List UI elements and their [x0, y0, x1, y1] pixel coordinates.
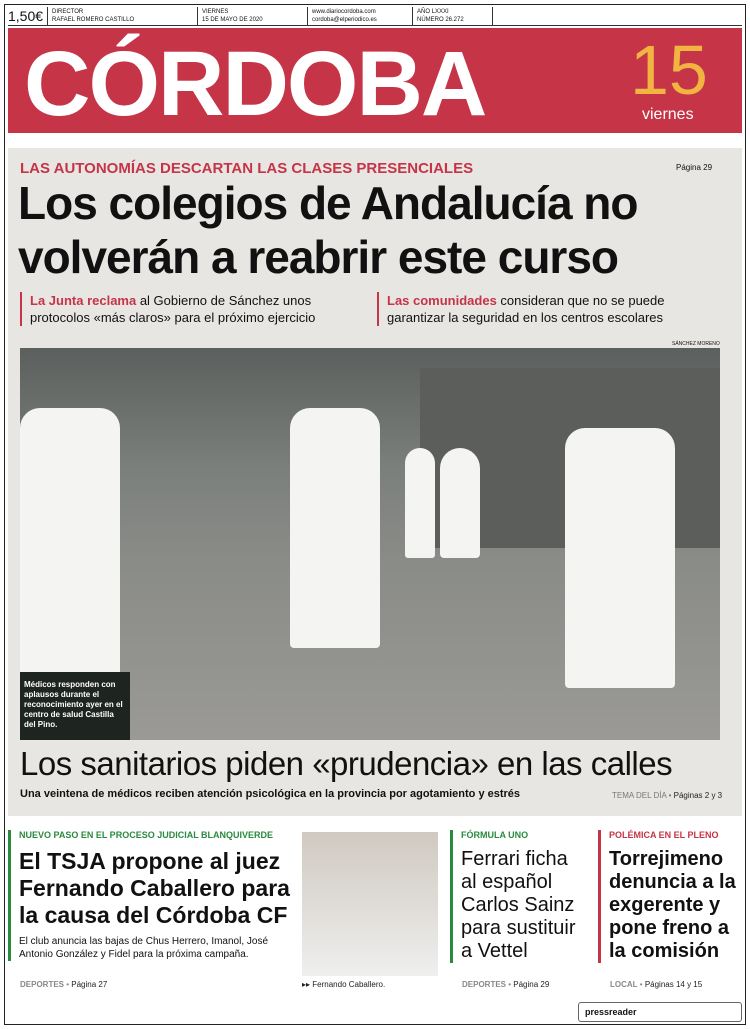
masthead	[8, 28, 742, 133]
lead-headline: Los colegios de Andalucía no volverán a reabrir este curso	[18, 177, 638, 283]
issue-number: NÚMERO 26.272	[417, 17, 464, 23]
masthead-day: 15	[630, 31, 708, 109]
col1-headline: El TSJA propone al juez Fernando Caballero para la causa del Córdoba CF	[19, 848, 290, 928]
lead-sub-2	[377, 292, 722, 326]
sub-2-bold: Las comunidades	[387, 293, 497, 308]
lead-sub-1	[20, 292, 365, 326]
col2-ref: DEPORTES • Página 29	[462, 980, 550, 989]
email[interactable]: cordoba@elperiodico.es	[312, 17, 377, 23]
story2-sub: Una veintena de médicos reciben atención psicológica en la provincia por agotamiento y estrés	[20, 788, 521, 800]
lead-kicker: LAS AUTONOMÍAS DESCARTAN LAS CLASES PRESENCIALES	[20, 160, 474, 177]
sub-2-text: consideran que no se puede garantizar la seguridad en los centros escolares	[387, 293, 665, 325]
col2-headline: Ferrari ficha al español Carlos Sainz para sustituir a Vettel	[461, 848, 576, 962]
year: AÑO LXXXI	[417, 9, 449, 15]
story2-ref: TEMA DEL DÍA • Páginas 2 y 3	[612, 791, 723, 800]
col-ferrari	[450, 830, 585, 963]
col1-photo-caption: ▸▸ Fernando Caballero.	[302, 980, 386, 989]
col1-kicker: NUEVO PASO EN EL PROCESO JUDICIAL BLANQUIVERDE	[19, 830, 274, 840]
photo-credit: SÁNCHEZ MORENO	[672, 341, 720, 347]
col3-ref: LOCAL • Páginas 14 y 15	[610, 980, 703, 989]
price: 1,50€	[8, 7, 48, 25]
website[interactable]: www.diariocordoba.com	[312, 9, 376, 15]
top-strip	[8, 7, 742, 26]
caballero-photo	[302, 832, 438, 976]
col1-ref: DEPORTES • Página 27	[20, 980, 108, 989]
col1-body: El club anuncia las bajas de Chus Herrero, Imanol, José Antonio González y Fidel para la próxima campaña.	[19, 936, 269, 960]
date: 15 DE MAYO DE 2020	[202, 17, 263, 23]
day-label: VIERNES	[202, 9, 229, 15]
col-tsja	[8, 830, 293, 961]
masthead-weekday: viernes	[642, 106, 694, 123]
director: RAFAEL ROMERO CASTILLO	[52, 17, 135, 23]
sub-1-text: al Gobierno de Sánchez unos protocolos «más claros» para el próximo ejercicio	[30, 293, 316, 325]
story2-headline: Los sanitarios piden «prudencia» en las calles	[20, 745, 673, 782]
pressreader-badge[interactable]: pressreader	[578, 1002, 742, 1022]
director-label: DIRECTOR	[52, 9, 84, 15]
col3-headline: Torrejimeno denuncia a la exgerente y pone freno a la comisión	[609, 848, 736, 962]
col-torrejimeno	[598, 830, 740, 963]
photo-caption: Médicos responden con aplausos durante el reconocimiento ayer en el centro de salud Castilla del Pino.	[20, 672, 130, 740]
masthead-title: CÓRDOBA	[24, 33, 486, 135]
lead-page: Página 29	[676, 163, 713, 172]
col3-kicker: POLÉMICA EN EL PLENO	[609, 830, 719, 840]
col2-kicker: FÓRMULA UNO	[461, 830, 529, 840]
sub-1-bold: La Junta reclama	[30, 293, 137, 308]
